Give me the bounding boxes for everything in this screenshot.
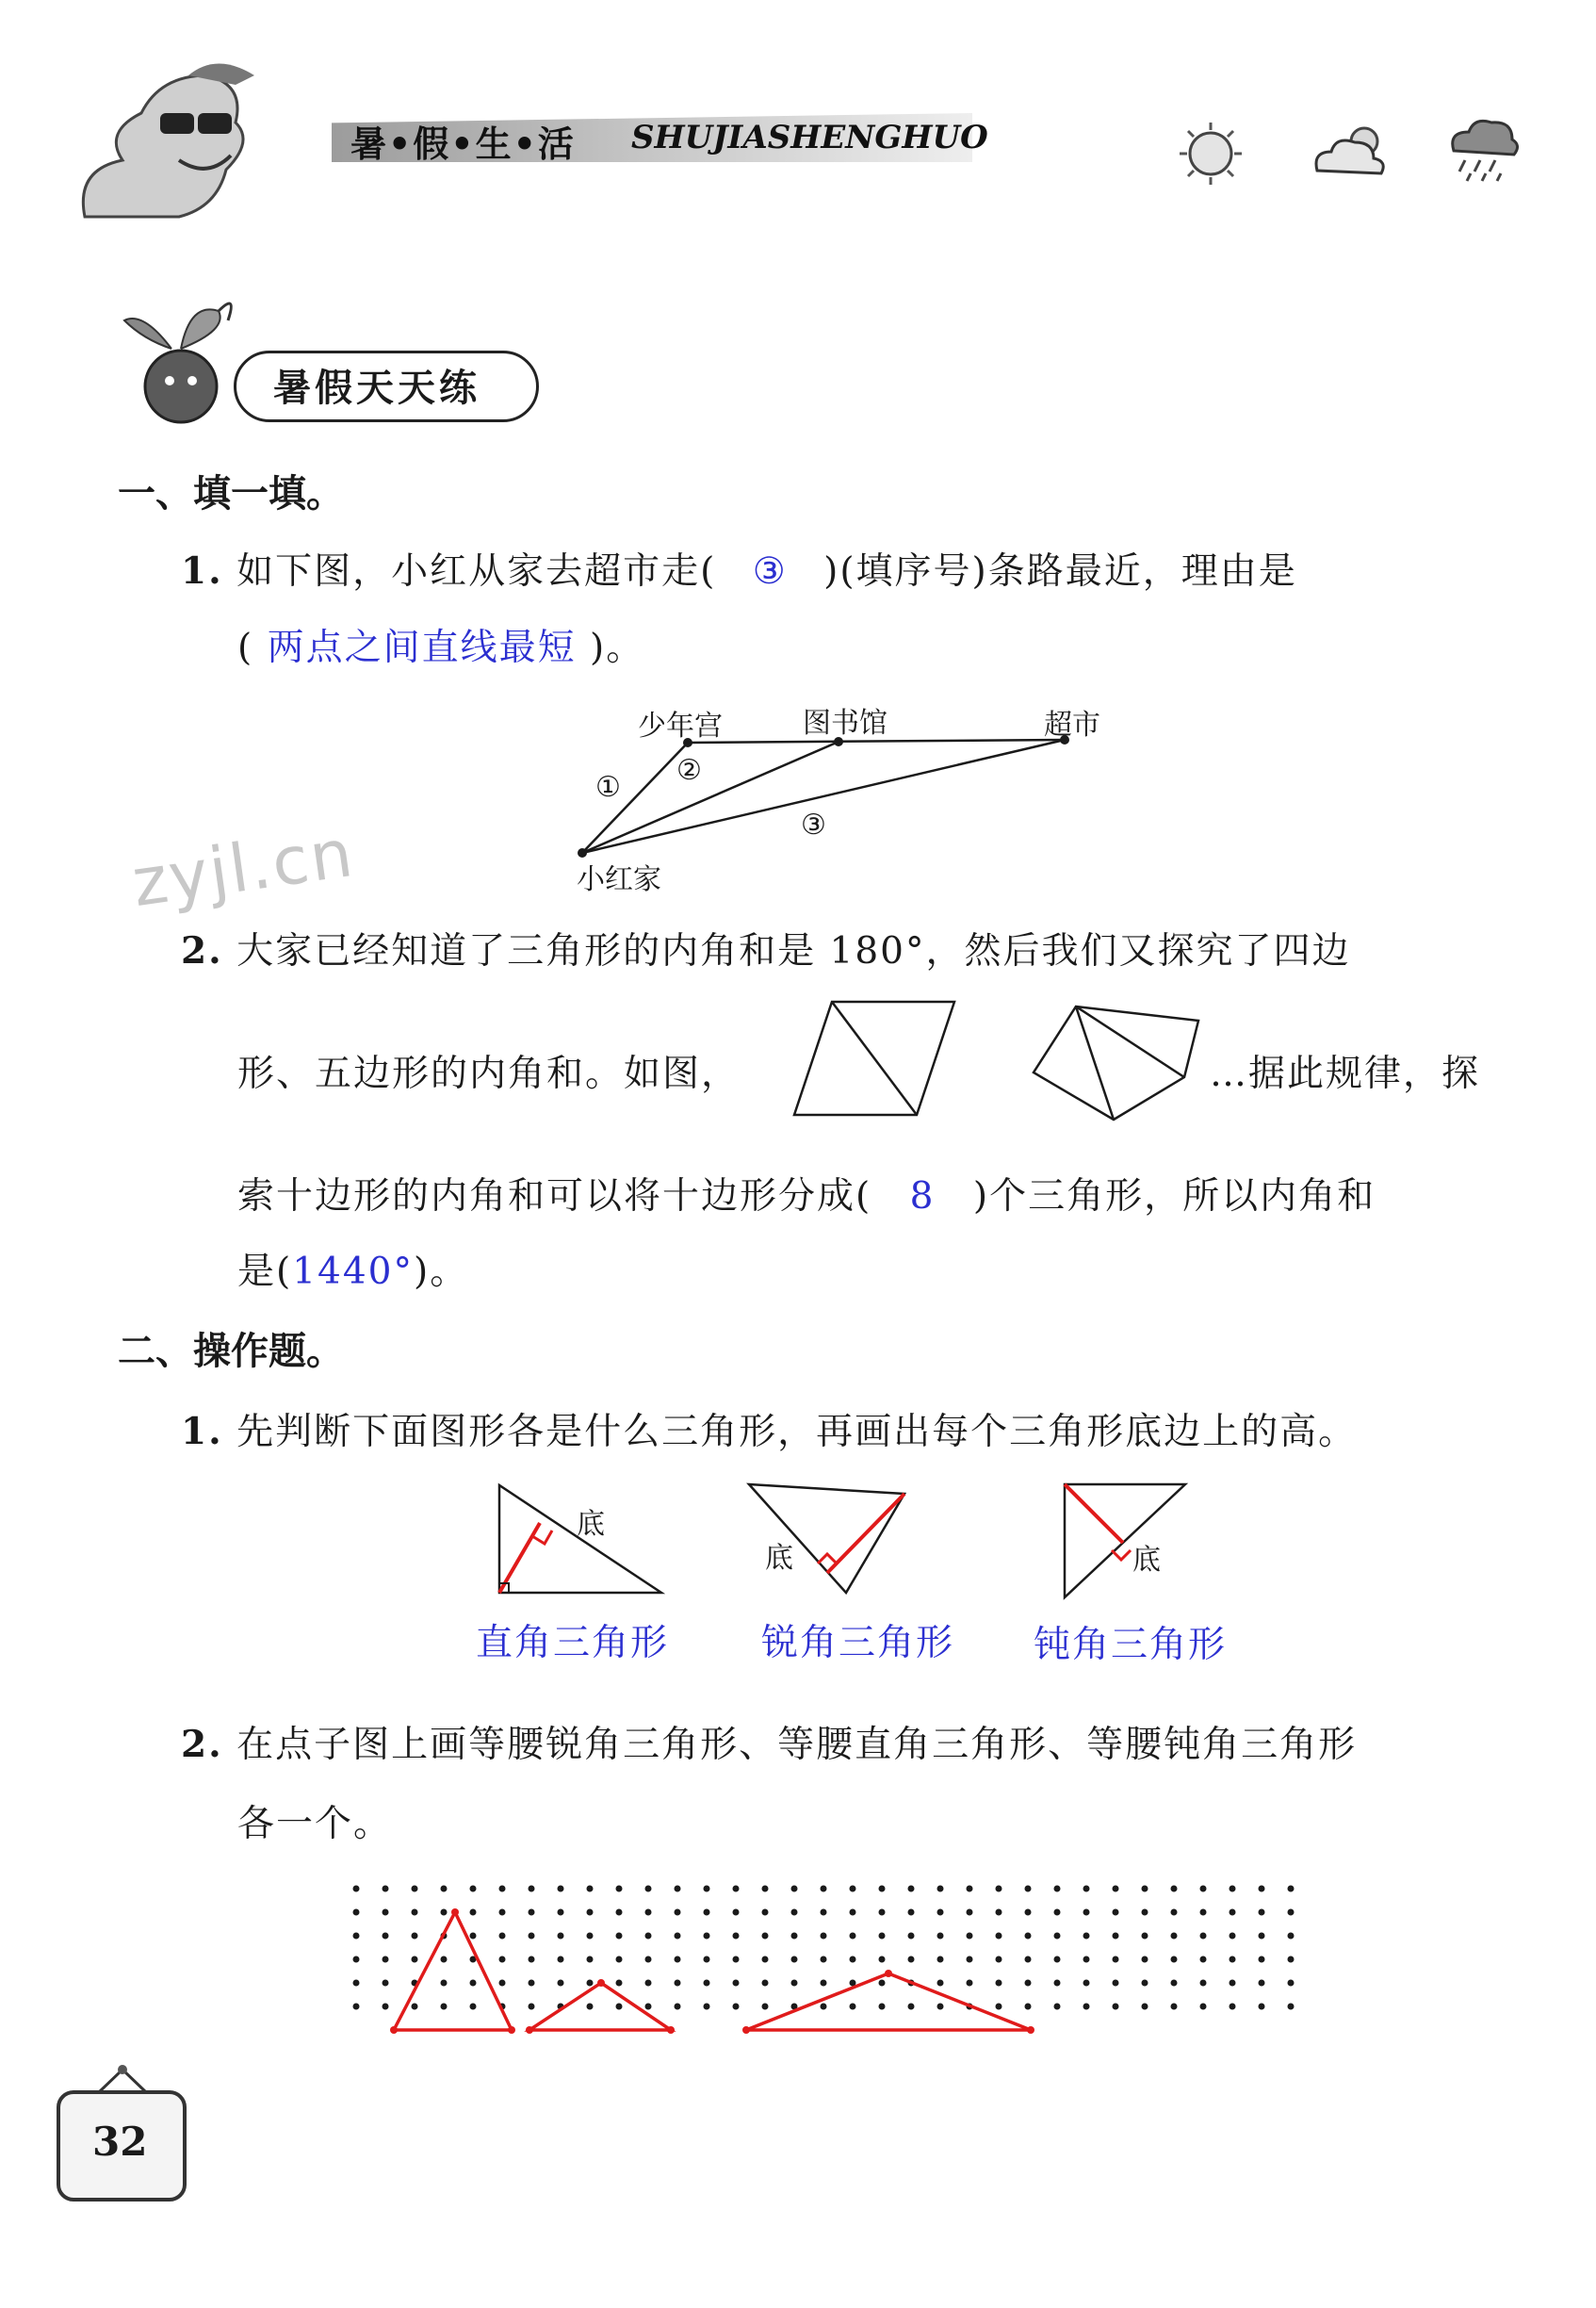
grid-dot: [558, 1886, 564, 1892]
grid-dot: [412, 1886, 418, 1892]
grid-dot: [1083, 1980, 1090, 1987]
grid-dot: [675, 1956, 681, 1963]
grid-dot: [499, 1909, 506, 1916]
grid-dot: [587, 1956, 594, 1963]
grid-dot: [1142, 1933, 1148, 1940]
grid-dot: [1142, 1886, 1148, 1892]
grid-dot: [675, 2004, 681, 2010]
base-label-1: 底: [577, 1508, 605, 1541]
grid-dot: [704, 1886, 710, 1892]
grid-dot: [733, 1956, 740, 1963]
grid-dot: [1230, 2004, 1236, 2010]
grid-dot: [587, 1886, 594, 1892]
grid-dot: [441, 2004, 448, 2010]
grid-dot: [1113, 1933, 1119, 1940]
answer-obtuse-triangle: 钝角三角形: [1034, 1624, 1228, 1666]
grid-dot: [821, 1886, 827, 1892]
grid-dot: [558, 1933, 564, 1940]
grid-dot: [558, 1909, 564, 1916]
grid-dot: [1230, 1933, 1236, 1940]
grid-dot: [529, 1956, 535, 1963]
grid-dot: [879, 1933, 886, 1940]
grid-dot: [1288, 1933, 1295, 1940]
grid-dot: [383, 1933, 389, 1940]
grid-dot: [1025, 1980, 1032, 1987]
grid-dot: [412, 1956, 418, 1963]
grid-dot: [908, 1933, 915, 1940]
grid-dot: [645, 1956, 652, 1963]
grid-dot: [675, 1909, 681, 1916]
grid-dot: [996, 1956, 1002, 1963]
grid-dot: [1054, 1956, 1061, 1963]
grid-dot: [645, 1909, 652, 1916]
grid-dot: [1142, 1980, 1148, 1987]
grid-dot: [850, 1909, 856, 1916]
grid-dot: [1259, 1933, 1265, 1940]
part2-q2-line1: [181, 1715, 1357, 1768]
q1-text-a: 如下图，小红从家去超市走(: [236, 550, 717, 593]
part2-q2-line2: 各一个。: [237, 1803, 393, 1845]
grid-dot: [470, 1886, 477, 1892]
q1-text-b: )(填序号)条路最近，理由是: [823, 550, 1297, 593]
q2-line2a: 形、五边形的内角和。如图，: [237, 1053, 741, 1095]
q2-answer2: 1440°: [292, 1251, 414, 1293]
grid-dot: [441, 1909, 448, 1916]
grid-dot: [1171, 1980, 1178, 1987]
route-label-3: ③: [801, 809, 826, 842]
grid-dot: [499, 1956, 506, 1963]
grid-dot: [616, 1909, 623, 1916]
grid-dot: [353, 1933, 360, 1940]
grid-dot: [616, 1956, 623, 1963]
grid-dot: [821, 2004, 827, 2010]
grid-dot: [908, 1956, 915, 1963]
grid-dot: [967, 1886, 973, 1892]
grid-dot: [967, 1956, 973, 1963]
grid-dot: [704, 2004, 710, 2010]
dot-grid: [339, 1866, 1338, 2064]
answer-acute-triangle: 锐角三角形: [761, 1622, 955, 1664]
sun-icon: [1178, 121, 1244, 190]
grid-dot: [645, 1980, 652, 1987]
grid-dot: [412, 1933, 418, 1940]
grid-dot: [587, 2004, 594, 2010]
part2-q2-text1: 在点子图上画等腰锐角三角形、等腰直角三角形、等腰钝角三角形: [236, 1724, 1358, 1766]
grid-dot: [383, 1956, 389, 1963]
watermark: zyjl.cn: [127, 813, 359, 923]
grid-dot: [733, 2004, 740, 2010]
grid-dot: [967, 1933, 973, 1940]
q1-answer2: 两点之间直线最短: [267, 627, 577, 669]
grid-dot: [1288, 1956, 1295, 1963]
grid-dot: [967, 1980, 973, 1987]
grid-dot: [499, 1980, 506, 1987]
grid-dot: [1054, 1980, 1061, 1987]
section-badge-text: 暑假天天练: [273, 367, 480, 410]
base-label-3: 底: [1132, 1544, 1161, 1577]
grid-dot: [937, 1956, 944, 1963]
grid-dot: [821, 1909, 827, 1916]
grid-dot: [1259, 1909, 1265, 1916]
grid-dot: [529, 1909, 535, 1916]
obtuse-triangle-figure: [1053, 1475, 1204, 1607]
grid-dot: [704, 1980, 710, 1987]
grid-dot: [353, 1980, 360, 1987]
grid-dot: [762, 1886, 769, 1892]
grid-dot: [1259, 1956, 1265, 1963]
grid-dot: [441, 1980, 448, 1987]
q1-paren-open: (: [237, 627, 254, 669]
grid-dot: [1113, 1980, 1119, 1987]
grid-dot: [879, 1886, 886, 1892]
grid-dot: [1200, 2004, 1207, 2010]
grid-dot: [850, 1886, 856, 1892]
route-label-1: ①: [595, 771, 621, 804]
grid-dot: [558, 1980, 564, 1987]
grid-dot: [821, 1933, 827, 1940]
grid-dot: [1142, 1909, 1148, 1916]
grid-dot: [1113, 2004, 1119, 2010]
q-number: 2.: [181, 1723, 223, 1766]
grid-dot: [791, 1956, 798, 1963]
grid-dot: [587, 1909, 594, 1916]
grid-dot: [1054, 1886, 1061, 1892]
grid-dot: [1142, 2004, 1148, 2010]
grid-dot: [1083, 1933, 1090, 1940]
grid-dot: [1200, 1933, 1207, 1940]
grid-dot: [996, 1980, 1002, 1987]
grid-dot: [791, 1933, 798, 1940]
grid-dot: [645, 2004, 652, 2010]
grid-dot: [1025, 1886, 1032, 1892]
part1-heading: 一、填一填。: [118, 472, 344, 516]
q2-line3a: 索十边形的内角和可以将十边形分成(: [237, 1175, 872, 1218]
grid-dot: [470, 1980, 477, 1987]
grid-dot: [704, 1933, 710, 1940]
pentagon-figure: [1029, 1002, 1208, 1124]
grid-dot: [1230, 1956, 1236, 1963]
quadrilateral-figure: [790, 997, 959, 1120]
grid-dot: [1083, 1886, 1090, 1892]
grid-dot: [1054, 1933, 1061, 1940]
grid-dot: [1025, 1909, 1032, 1916]
grid-dot: [704, 1956, 710, 1963]
part1-q2-line3: [237, 1167, 1376, 1219]
grid-dot: [353, 2004, 360, 2010]
grid-dot: [1230, 1909, 1236, 1916]
grid-dot: [996, 1909, 1002, 1916]
grid-dot: [645, 1886, 652, 1892]
part1-q1-line2: [237, 618, 644, 671]
rain-icon: [1446, 111, 1522, 190]
plant-mascot-icon: [106, 283, 256, 424]
grid-dot: [821, 1956, 827, 1963]
grid-dot: [645, 1933, 652, 1940]
grid-dot: [1200, 1909, 1207, 1916]
grid-dot: [733, 1933, 740, 1940]
grid-dot: [1230, 1886, 1236, 1892]
grid-dot: [996, 1886, 1002, 1892]
grid-dot: [850, 1956, 856, 1963]
grid-dot: [1259, 2004, 1265, 2010]
grid-dot: [937, 1909, 944, 1916]
grid-dot: [353, 1886, 360, 1892]
label-library: 图书馆: [803, 707, 888, 740]
header-title: 暑•假•生•活: [350, 123, 576, 165]
grid-dot: [470, 1909, 477, 1916]
grid-dot: [733, 1909, 740, 1916]
grid-dot: [1200, 1956, 1207, 1963]
grid-dot: [1200, 1980, 1207, 1987]
grid-dot: [675, 1933, 681, 1940]
grid-dot: [1288, 1909, 1295, 1916]
grid-dot: [704, 1909, 710, 1916]
grid-dot: [762, 1909, 769, 1916]
grid-dot: [1025, 2004, 1032, 2010]
grid-dot: [587, 1980, 594, 1987]
grid-dot: [1171, 1933, 1178, 1940]
grid-dot: [1259, 1886, 1265, 1892]
part2-heading: 二、操作题。: [118, 1330, 344, 1373]
grid-dot: [1113, 1886, 1119, 1892]
grid-dot: [675, 1886, 681, 1892]
grid-dot: [499, 1933, 506, 1940]
grid-dot: [850, 1933, 856, 1940]
label-market: 超市: [1044, 709, 1100, 742]
grid-dot: [558, 1956, 564, 1963]
grid-dot: [616, 2004, 623, 2010]
q2-line1: 大家已经知道了三角形的内角和是 180°，然后我们又探究了四边: [236, 930, 1351, 973]
grid-dot: [616, 1980, 623, 1987]
q1-answer1: ③: [752, 550, 788, 593]
part2-q1-text: 先判断下面图形各是什么三角形，再画出每个三角形底边上的高。: [236, 1411, 1358, 1453]
grid-dot: [441, 1886, 448, 1892]
grid-dot: [616, 1933, 623, 1940]
grid-dot: [383, 1886, 389, 1892]
grid-dot: [1230, 1980, 1236, 1987]
grid-dot: [1171, 2004, 1178, 2010]
grid-dot: [791, 1980, 798, 1987]
grid-dot: [762, 1933, 769, 1940]
q2-answer1: 8: [909, 1175, 936, 1218]
grid-dot: [529, 2004, 535, 2010]
grid-dot: [616, 1886, 623, 1892]
grid-dot: [879, 1956, 886, 1963]
grid-dot: [1142, 1956, 1148, 1963]
q2-line4b: )。: [413, 1251, 469, 1293]
grid-dot: [1171, 1886, 1178, 1892]
label-palace: 少年宫: [638, 710, 723, 743]
grid-dot: [587, 1933, 594, 1940]
label-home: 小红家: [577, 863, 661, 896]
grid-dot: [470, 2004, 477, 2010]
part1-q2-line4: [237, 1242, 468, 1295]
grid-dot: [529, 1980, 535, 1987]
q-number: 2.: [181, 929, 223, 973]
header-subtitle: SHUJIASHENGHUO: [631, 119, 988, 156]
grid-dot: [937, 1980, 944, 1987]
grid-dot: [850, 2004, 856, 2010]
grid-dot: [675, 1980, 681, 1987]
grid-dot: [967, 1909, 973, 1916]
route-label-2: ②: [676, 754, 702, 787]
grid-dot: [1288, 1886, 1295, 1892]
q2-line4a: 是(: [237, 1251, 293, 1293]
grid-dot: [1259, 1980, 1265, 1987]
grid-dot: [908, 1909, 915, 1916]
q-number: 1.: [181, 1410, 223, 1453]
grid-dot: [1113, 1956, 1119, 1963]
grid-dot: [1054, 1909, 1061, 1916]
grid-dot: [996, 2004, 1002, 2010]
mascot-illustration: [66, 57, 273, 226]
part1-q2-line1: [181, 922, 1350, 974]
cloud-icon: [1308, 119, 1392, 188]
grid-dot: [353, 1956, 360, 1963]
page-number: 32: [92, 2119, 148, 2165]
q2-line3b: )个三角形，所以内角和: [972, 1175, 1376, 1218]
grid-dot: [441, 1956, 448, 1963]
grid-dot: [937, 1933, 944, 1940]
grid-dot: [733, 1980, 740, 1987]
grid-dot: [1025, 1956, 1032, 1963]
grid-dot: [1288, 1980, 1295, 1987]
grid-dot: [879, 1980, 886, 1987]
grid-dot: [1025, 1933, 1032, 1940]
grid-dot: [412, 2004, 418, 2010]
grid-dot: [937, 1886, 944, 1892]
part2-q1-line: [181, 1402, 1357, 1455]
grid-dot: [762, 2004, 769, 2010]
grid-dot: [353, 1909, 360, 1916]
grid-dot: [1083, 1909, 1090, 1916]
q-number: 1.: [181, 549, 223, 593]
grid-dot: [937, 2004, 944, 2010]
grid-dot: [1171, 1909, 1178, 1916]
grid-dot: [762, 1956, 769, 1963]
grid-dot: [383, 1909, 389, 1916]
q1-paren-close: )。: [590, 627, 645, 669]
grid-dot: [879, 1909, 886, 1916]
grid-dot: [1054, 2004, 1061, 2010]
grid-dot: [383, 1980, 389, 1987]
grid-dot: [908, 2004, 915, 2010]
grid-dot: [1113, 1909, 1119, 1916]
grid-dot: [383, 2004, 389, 2010]
grid-dot: [1288, 2004, 1295, 2010]
grid-dot: [1200, 1886, 1207, 1892]
grid-dot: [908, 1886, 915, 1892]
q2-line2b: …据此规律，探: [1210, 1053, 1481, 1095]
grid-dot: [791, 1909, 798, 1916]
grid-dot: [762, 1980, 769, 1987]
part1-q1-line1: [181, 542, 1297, 595]
grid-dot: [1083, 1956, 1090, 1963]
grid-dot: [499, 1886, 506, 1892]
grid-dot: [529, 1933, 535, 1940]
base-label-2: 底: [765, 1542, 793, 1575]
grid-dot: [412, 1909, 418, 1916]
grid-dot: [821, 1980, 827, 1987]
grid-dot: [791, 1886, 798, 1892]
grid-dot: [1171, 1956, 1178, 1963]
grid-dot: [733, 1886, 740, 1892]
grid-dot: [1083, 2004, 1090, 2010]
grid-dot: [879, 2004, 886, 2010]
grid-dot: [529, 1886, 535, 1892]
answer-right-triangle: 直角三角形: [476, 1622, 670, 1664]
grid-dot: [470, 1933, 477, 1940]
grid-dot: [996, 1933, 1002, 1940]
